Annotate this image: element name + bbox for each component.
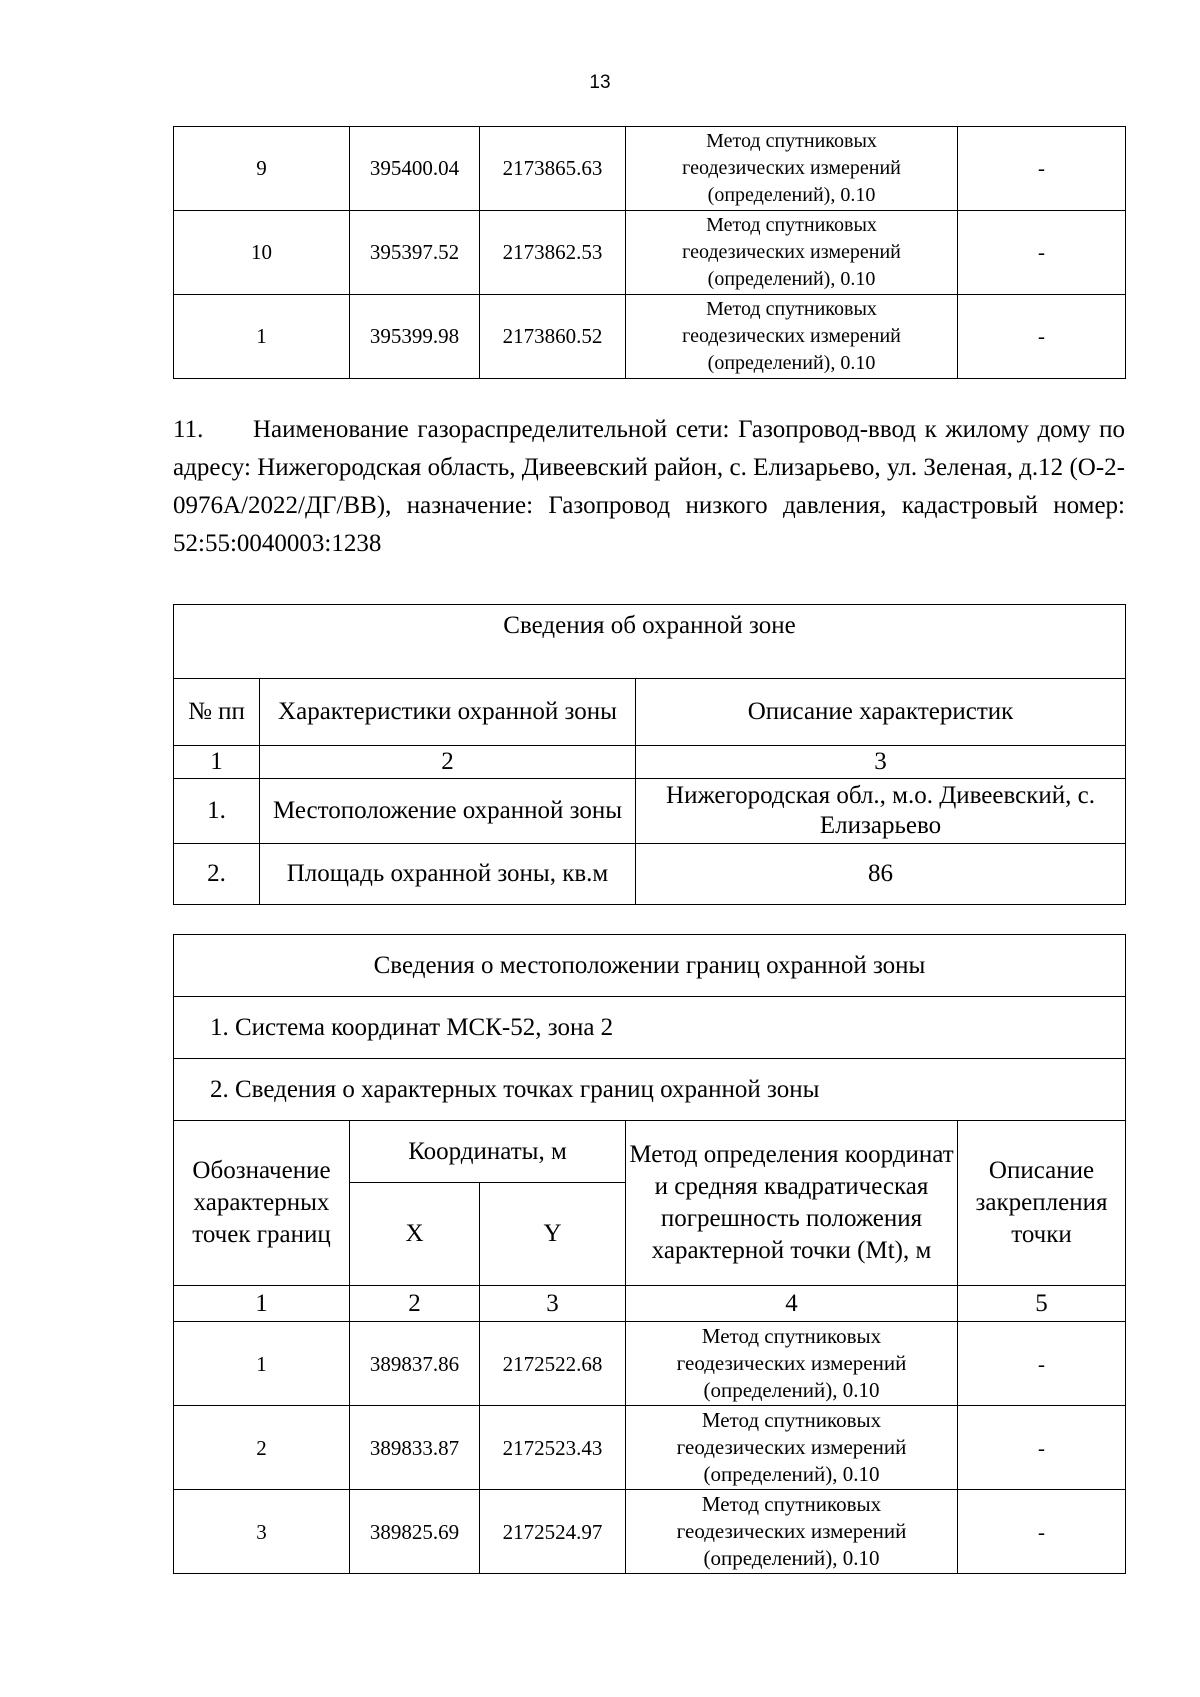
method-cell: Метод спутниковых геодезических измерений (определений), 0.10 — [626, 1490, 958, 1574]
header-description: Описание характеристик — [636, 679, 1126, 746]
coord-x: 395397.52 — [350, 211, 480, 295]
characteristic: Местоположение охранной зоны — [260, 779, 636, 844]
table-row — [174, 1490, 1126, 1574]
table-row — [174, 295, 1126, 379]
coordinate-system: 1. Система координат МСК-52, зона 2 — [174, 997, 1126, 1059]
protection-zone-table — [173, 604, 1126, 905]
point-number: 3 — [174, 1490, 350, 1574]
point-number: 10 — [174, 211, 350, 295]
column-number: 2 — [350, 1286, 480, 1322]
table-title: Сведения о местоположении границ охранной зоны — [174, 935, 1126, 997]
column-number: 2 — [260, 746, 636, 779]
table-row — [174, 1406, 1126, 1490]
point-number: 1 — [174, 295, 350, 379]
point-description: - — [958, 211, 1126, 295]
point-description: - — [958, 1406, 1126, 1490]
coord-x: 389825.69 — [350, 1490, 480, 1574]
coord-y: 2172524.97 — [480, 1490, 626, 1574]
table-row — [174, 127, 1126, 211]
point-number: 2 — [174, 1406, 350, 1490]
coord-x: 395400.04 — [350, 127, 480, 211]
point-description: - — [958, 1322, 1126, 1406]
header-point: Обозначение характерных точек границ — [174, 1121, 350, 1286]
method-cell: Метод спутниковых геодезических измерений (определений), 0.10 — [626, 1322, 958, 1406]
points-subtitle: 2. Сведения о характерных точках границ охранной зоны — [174, 1059, 1126, 1121]
characteristic: Площадь охранной зоны, кв.м — [260, 844, 636, 905]
column-number: 1 — [174, 1286, 350, 1322]
table-title: Сведения об охранной зоне — [174, 605, 1126, 679]
coord-y: 2172523.43 — [480, 1406, 626, 1490]
header-characteristics: Характеристики охранной зоны — [260, 679, 636, 746]
header-coordinates: Координаты, м — [350, 1121, 626, 1183]
point-number: 1 — [174, 1322, 350, 1406]
coord-x: 395399.98 — [350, 295, 480, 379]
coord-y: 2173862.53 — [480, 211, 626, 295]
page-number: 13 — [589, 72, 611, 93]
section-text: Наименование газораспределительной сети: Газопровод-ввод к жилому дому по адресу: Нижегородская область, Дивеевский район, с. Елизарьево, ул. Зеленая, д.12 (О-2-0976А/2022/ДГ/ВВ), назначение: Газопровод низкого давления, кадастровый номер: 52:55:0040003:1238 — [173, 416, 1125, 557]
column-number: 1 — [174, 746, 260, 779]
characteristic-value: Нижегородская обл., м.о. Дивеевский, с. Елизарьево — [636, 779, 1126, 844]
method-cell: Метод спутниковых геодезических измерений (определений), 0.10 — [626, 127, 958, 211]
point-description: - — [958, 127, 1126, 211]
coord-x: 389837.86 — [350, 1322, 480, 1406]
section-number: 11. — [173, 416, 204, 443]
point-description: - — [958, 1490, 1126, 1574]
table-row — [174, 211, 1126, 295]
column-number: 3 — [480, 1286, 626, 1322]
header-x: X — [350, 1183, 480, 1286]
table-row — [174, 844, 1126, 905]
column-number: 4 — [626, 1286, 958, 1322]
column-number: 3 — [636, 746, 1126, 779]
coord-y: 2173865.63 — [480, 127, 626, 211]
header-y: Y — [480, 1183, 626, 1286]
coord-y: 2172522.68 — [480, 1322, 626, 1406]
boundary-table — [173, 934, 1126, 1574]
point-description: - — [958, 295, 1126, 379]
point-number: 9 — [174, 127, 350, 211]
table-row — [174, 779, 1126, 844]
top-points-table — [173, 126, 1126, 379]
header-number: № пп — [174, 679, 260, 746]
column-number: 5 — [958, 1286, 1126, 1322]
table-row — [174, 1322, 1126, 1406]
coord-x: 389833.87 — [350, 1406, 480, 1490]
method-cell: Метод спутниковых геодезических измерений (определений), 0.10 — [626, 211, 958, 295]
header-method: Метод определения координат и средняя квадратическая погрешность положения характерной точки (Mt), м — [626, 1121, 958, 1286]
method-cell: Метод спутниковых геодезических измерений (определений), 0.10 — [626, 295, 958, 379]
row-number: 2. — [174, 844, 260, 905]
method-cell: Метод спутниковых геодезических измерений (определений), 0.10 — [626, 1406, 958, 1490]
characteristic-value: 86 — [636, 844, 1126, 905]
row-number: 1. — [174, 779, 260, 844]
section-paragraph — [173, 411, 1125, 563]
coord-y: 2173860.52 — [480, 295, 626, 379]
header-description: Описание закрепления точки — [958, 1121, 1126, 1286]
